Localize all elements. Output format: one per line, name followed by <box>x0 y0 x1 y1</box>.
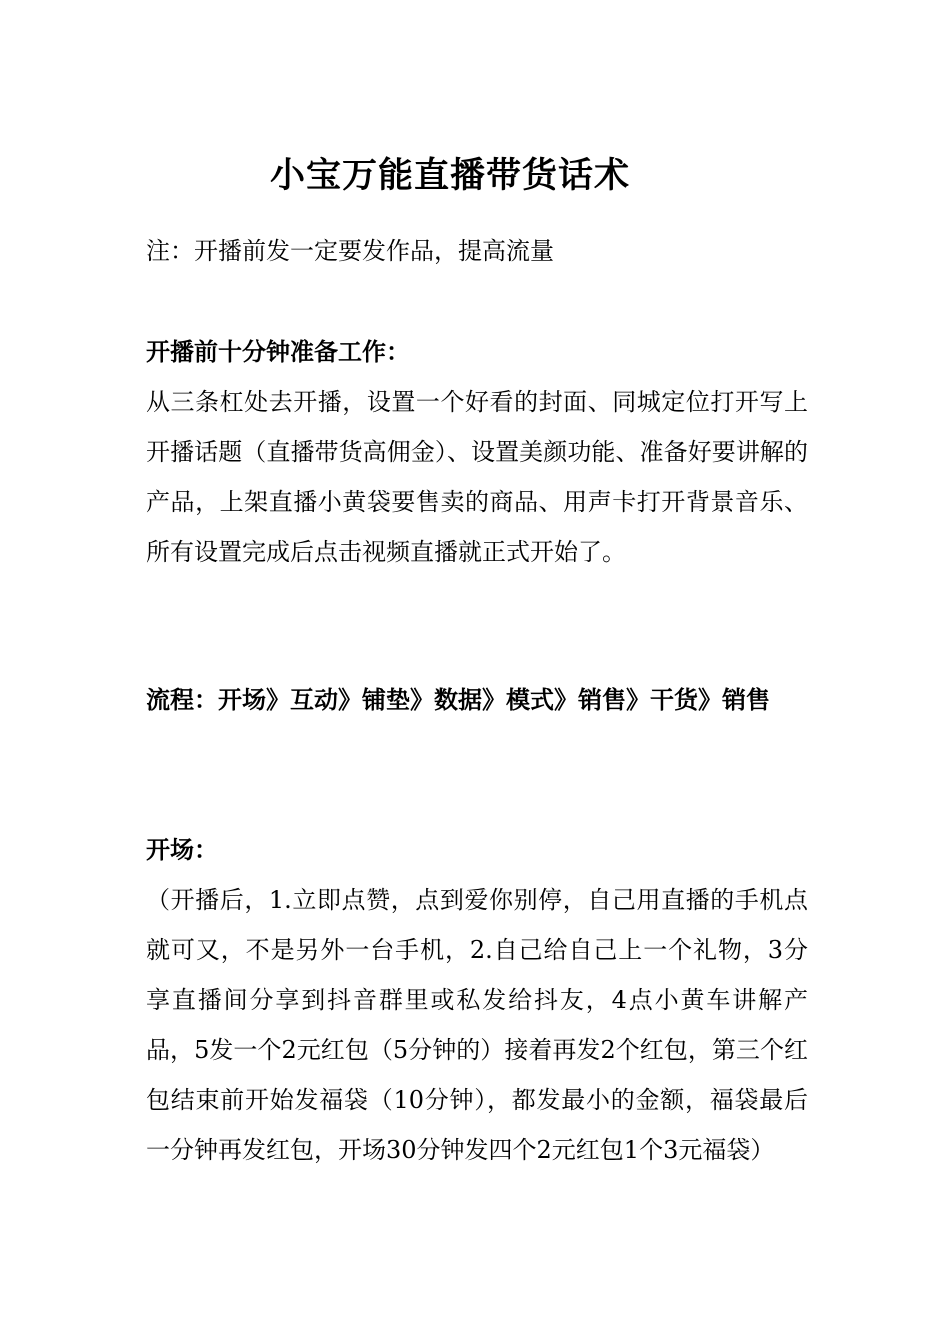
prep-heading: 开播前十分钟准备工作： <box>146 338 410 366</box>
opening-heading: 开场： <box>146 836 218 864</box>
prep-body-paragraph: 从三条杠处去开播，设置一个好看的封面、同城定位打开写上开播话题（直播带货高佣金）、设置美颜功能、准备好要讲解的产品，上架直播小黄袋要售卖的商品、用声卡打开背景音乐、所有设置完成后点击视频直播就正式开始了。 <box>146 388 808 566</box>
flow-heading: 流程：开场》互动》铺垫》数据》模式》销售》干货》销售 <box>146 686 770 714</box>
opening-body-paragraph: （开播后，1.立即点赞，点到爱你别停，自己用直播的手机点就可又，不是另外一台手机，2.自己给自己上一个礼物，3分享直播间分享到抖音群里或私发给抖友，4点小黄车讲解产品，5发一个2元红包（5分钟的）接着再发2个红包，第三个红包结束前开始发福袋（10分钟），都发最小的金额，福袋最后一分钟再发红包，开场30分钟发四个2元红包1个3元福袋） <box>146 886 808 1164</box>
document-title: 小宝万能直播带货话术 <box>269 155 630 197</box>
note-paragraph: 注：开播前发一定要发作品，提高流量 <box>146 237 554 265</box>
